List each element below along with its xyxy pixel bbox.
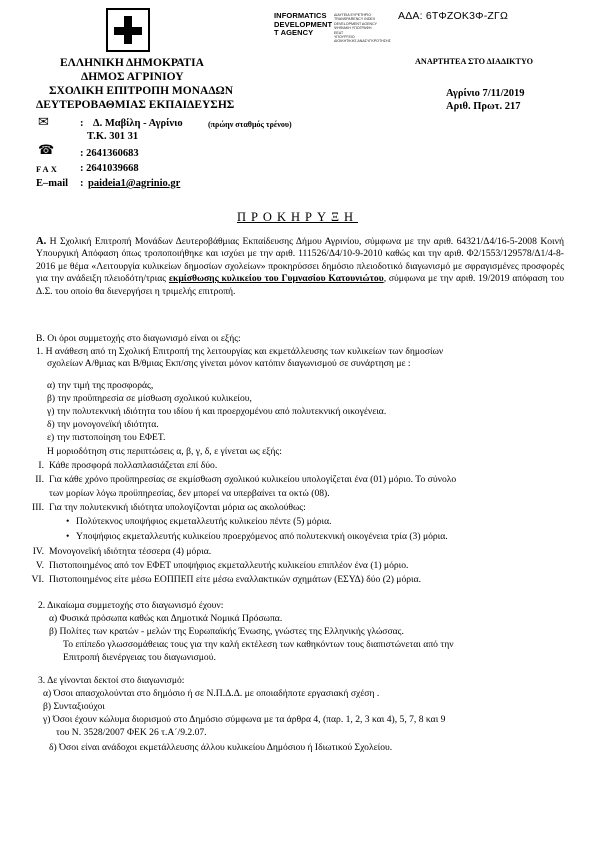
document-title: ΠΡΟΚΗΡΥΞΗ [236,210,359,224]
header-committee: ΣΧΟΛΙΚΗ ΕΠΙΤΡΟΠΗ ΜΟΝΑΔΩΝ [49,85,234,97]
item2-heading: 2. Δικαίωμα συμμετοχής στο διαγωνισμό έχουν: [38,600,224,611]
email-colon: : [80,178,84,189]
bullet-from-large-family: • Υποψήφιος εκμεταλλευτής κυλικείου προερχόμενος από πολυτεκνική οικογένεια τρία (3) μόρια. [66,531,448,542]
item1-line-1: 1. Η ανάθεση από τη Σχολική Επιτροπή της λειτουργίας και εκμετάλλευσης των κυλικείων των δημοσίων [36,346,444,357]
fax-number: : 2641039668 [80,163,139,174]
protocol-number: Αριθ. Πρωτ. 217 [446,101,521,112]
item2-line-b: β) Πολίτες των κρατών - μελών της Ευρωπαϊκής Ένωσης, γνώστες της Ελληνικής γλώσσας. [49,626,404,637]
section-a-paragraph [36,236,564,298]
telephone-icon: ☎ [38,143,55,158]
criterion-c: γ) την πολυτεκνική ιδιότητα του ιδίου ή και προερχομένου από πολυτεκνική οικογένεια. [47,406,387,417]
item2-line-a: α) Φυσικά πρόσωπα καθώς και Δημοτικά Νομικά Πρόσωπα. [49,613,283,624]
roman-item-5: V. Πιστοποιημένος από τον ΕΦΕΤ υποψήφιος εκμεταλλευτής κυλικείου επιπλέον ένα (1) μόριο. [35,560,409,571]
address-main: Δ. Μαβίλη - Αγρίνιο [93,118,183,129]
mailbox-icon: ✉ [38,115,49,130]
bullet-large-family: • Πολύτεκνος υποψήφιος εκμεταλλευτής κυλικείου πέντε (5) μόρια. [66,516,332,527]
header-education: ΔΕΥΤΕΡΟΒΑΘΜΙΑΣ ΕΚΠΑΙΔΕΥΣΗΣ [36,99,235,111]
section-b-intro: Β. Οι όροι συμμετοχής στο διαγωνισμό είναι οι εξής: [36,333,241,344]
document-date: Αγρίνιο 7/11/2019 [446,88,525,99]
roman-item-1: I. Κάθε προσφορά πολλαπλασιάζεται επί δύο. [38,460,218,471]
item3-line-d: δ) Όσοι είναι ανάδοχοι εκμετάλλευσης άλλου κυλικείου Δημόσιου ή Ιδιωτικού Σχολείου. [49,742,393,753]
criterion-a: α) την τιμή της προσφοράς, [47,380,154,391]
item2-line-d: Επιτροπή διενέργειας του διαγωνισμού. [63,652,216,663]
section-a-text-1: Η Σχολική Επιτροπή Μονάδων Δευτεροβάθμιας Εκπαίδευσης Δήμου Αγρινίου, σύμφωνα με την αριθ. 64321/Δ4/16-5-2008 Κοινή Υπουργική Απόφαση όπως τροποποιήθηκε και ισχύει με την αριθ. 111526/Δ4/10-9-2010 καθώς και την αριθ. Φ2/1553/129578/Δ1/4-8-2016 με θέμα «Λειτουργία κυλικείων δημοσίων σχολείων» προκηρύσσει δημόσιο πλειοδοτικό διαγωνισμό με σφραγισμένες προσφορές για την ανάδειξη πλειοδότη/τριας [36,236,564,285]
scoring-intro: Η μοριοδότηση στις περιπτώσεις α, β, γ, δ, ε γίνεται ως εξής: [47,446,282,457]
item2-line-c: Το επίπεδο γλωσσομάθειας τους για την καλή εκτέλεση των καθηκόντων τους διαπιστώνεται από την [63,639,454,650]
item3-line-c: γ) Όσοι έχουν κώλυμα διορισμού στο Δημόσιο σύμφωνα με τα άρθρα 4, (παρ. 1, 2, 3 και 4), 5, 7, 8 και 9 [43,714,446,725]
item3-line-c-cont: του Ν. 3528/2007 ΦΕΚ 26 τ.Α΄/9.2.07. [56,727,207,738]
roman-item-6: VI. Πιστοποιημένος είτε μέσω ΕΟΠΠΕΠ είτε μέσω εναλλακτικών σχημάτων (ΕΣΥΔ) δύο (2) μόρια. [31,574,422,585]
criterion-e: ε) την πιστοποίηση του ΕΦΕΤ. [47,432,166,443]
section-a-letter: Α. [36,236,47,247]
item3-heading: 3. Δε γίνονται δεκτοί στο διαγωνισμό: [38,675,185,686]
criterion-d: δ) την μονογονεϊκή ιδιότητα. [47,419,159,430]
section-a-highlight: εκμίσθωσης κυλικείου του Γυμνασίου Κατουνιώτου [168,273,384,285]
address-note: (πρώην σταθμός τρένου) [208,120,292,129]
diavgeia-logo: INFORMATICS DEVELOPMENT T AGENCY [274,11,333,38]
roman-item-2: II. Για κάθε χρόνο προϋπηρεσίας σε εκμίσθωση σχολικού κυλικείου υπολογίζεται ένα (01) μόριο. Το σύνολο [35,474,457,485]
item1-line-2: σχολείων Α/θμιας και Β/θμιας Εκπ/σης γίνεται μόνον κατόπιν διαγωνισμού σε συνάρτηση με : [47,358,411,369]
postcode: Τ.Κ. 301 31 [87,131,139,142]
criterion-b: β) την προϋπηρεσία σε μίσθωση σχολικού κυλικείου, [47,393,252,404]
section-a-text-2: , σύμφωνα με την αριθ. 19/2019 απόφαση του Δ.Σ. του οποίο θα διενεργήσει η τριμελής επιτροπή. [36,273,564,297]
header-republic: ΕΛΛΗΝΙΚΗ ΔΗΜΟΚΡΑΤΙΑ [60,57,204,69]
posted-online-label: ΑΝΑΡΤΗΤΕΑ ΣΤΟ ΔΙΑΔΙΚΤΥΟ [415,57,533,66]
item3-line-a: α) Όσοι απασχολούνται στο δημόσιο ή σε Ν.Π.Δ.Δ. με οποιαδήποτε εργασιακή σχέση . [43,688,380,699]
roman-item-2-line-2: των μορίων λόγω προϋπηρεσίας, δεν μπορεί να υπερβαίνει τα οκτώ (08). [49,488,330,499]
ada-code: ΑΔΑ: 6ΤΦΖΟΚ3Φ-ΖΓΩ [398,10,509,22]
greek-emblem-icon [106,8,150,52]
roman-item-4: IV. Μονογονεϊκή ιδιότητα τέσσερα (4) μόρια. [32,546,212,557]
diavgeia-logo-small-text: ΔΙΑΥΓΕΙΑ ΕΥΡΕΤΗΡΙΟ TRANSPARENCY INDEX DEVELOPMENT AGENCY ΨΗΦΙΑΚΗ ΥΠΟΓΡΑΦΗ ΕΕΔΤ ΥΠΟΥΡΓΕΙΟ ΔΙΟΙΚΗΤΙΚΗΣ ΑΝΑΣΥΓΚΡΟΤΗΣΗΣ [334,13,391,44]
address-colon: : [80,118,84,129]
item3-line-b: β) Συνταξιούχοι [43,701,105,712]
fax-label: FAX [36,164,59,174]
phone-number: : 2641360683 [80,148,139,159]
email-label: E–mail [36,178,69,189]
roman-item-3: III. Για την πολυτεκνική ιδιότητα υπολογίζονται μόρια ως ακολούθως: [32,502,306,513]
header-municipality: ΔΗΜΟΣ ΑΓΡΙΝΙΟΥ [81,71,184,83]
email-link[interactable]: paideia1@agrinio.gr [88,178,181,189]
